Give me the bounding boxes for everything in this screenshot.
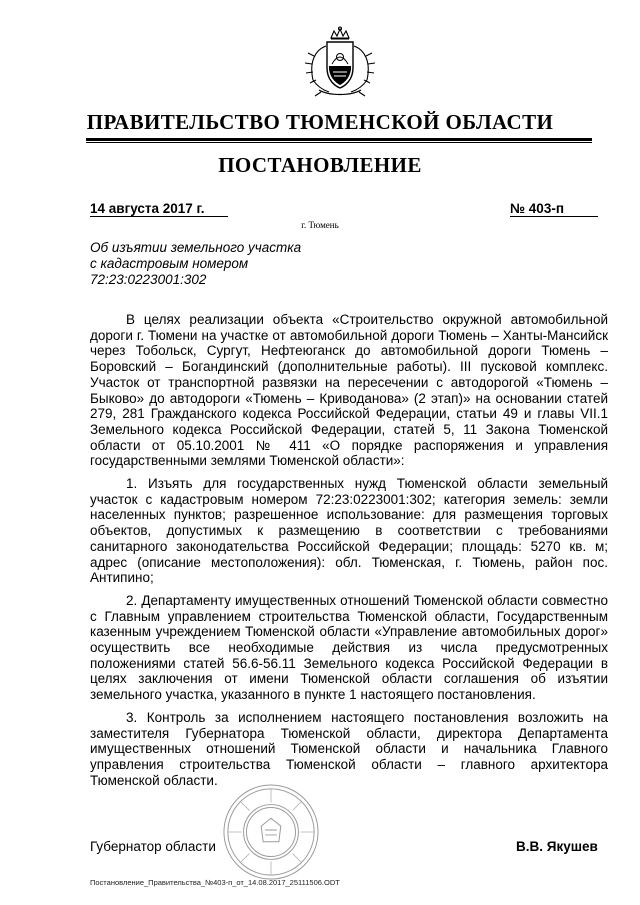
subject-line: 72:23:0223001:302 [90,272,207,287]
signer-name: В.В. Якушев [516,839,598,854]
clause-paragraph: 2. Департаменту имущественных отношений Тюменской области совместно с Главным управлением строительства Тюменской области, Государственным казенным учреждением Тюменской области «Управление автомобильных дорог» осуществить все необходимые действия из числа предусмотренных положениями статей 56.6-56.11 Земельного кодекса Российской Федерации в целях заключения от имени Тюменской области соглашения об изъятии земельного участка, указанного в пункте 1 настоящего постановления. [90,592,608,703]
clause-paragraph: 1. Изъять для государственных нужд Тюменской области земельный участок с кадастровым номером 72:23:0223001:302; категория земель: земли населенных пунктов; разрешенное использование: для размещения торговых объектов, допустимых к размещению в соответствии с требованиями санитарного законодательства Российской Федерации; площадь: 5270 кв. м; адрес (описание местоположения): обл. Тюменская, г. Тюмень, район пос. Антипино; [90,476,608,586]
subject-line: с кадастровым номером [90,256,249,271]
document-type: ПОСТАНОВЛЕНИЕ [218,153,422,177]
organization-title: ПРАВИТЕЛЬСТВО ТЮМЕНСКОЙ ОБЛАСТИ [86,110,554,134]
subject-line: Об изъятии земельного участка [90,240,302,255]
header-rule-thin [86,142,592,143]
signer-position: Губернатор области [90,839,216,854]
official-seal-icon [222,783,320,881]
document-city: г. Тюмень [301,220,339,230]
coat-of-arms-icon [297,26,383,98]
header-rule-thick [86,138,592,141]
document-body [90,312,608,795]
document-subject [90,240,350,288]
number-underline [510,216,598,217]
clause-paragraph: 3. Контроль за исполнением настоящего постановления возложить на заместителя Губернатора Тюменской области, директора Департамента имущественных отношений Тюменской области и начальника Главного управления строительства Тюменской области – главного архитектора Тюменской области. [90,709,608,788]
date-underline [90,216,228,217]
file-footer: Постановление_Правительства_№403-п_от_14.08.2017_25111506.ODT [90,878,340,887]
preamble-paragraph: В целях реализации объекта «Строительство окружной автомобильной дороги г. Тюмени на участке от автомобильной дороги Тюмень – Ханты-Мансийск через Тобольск, Сургут, Нефтеюганск до автомобильной дороги Тюмень – Боровский – Богандинский (дополнительные работы). III пусковой комплекс. Участок от транспортной развязки на пересечении с автодорогой «Тюмень – Быково» до автодороги «Тюмень – Криводанова» (2 этап)» на основании статей 279, 281 Гражданского кодекса Российской Федерации, статьи 49 и главы VII.1 Земельного кодекса Российской Федерации, статей 5, 11 Закона Тюменской области от 05.10.2001 № 411 «О порядке распоряжения и управления государственными землями Тюменской области»: [90,312,608,469]
document-number: № 403-п [510,201,564,216]
document-date: 14 августа 2017 г. [90,201,205,216]
